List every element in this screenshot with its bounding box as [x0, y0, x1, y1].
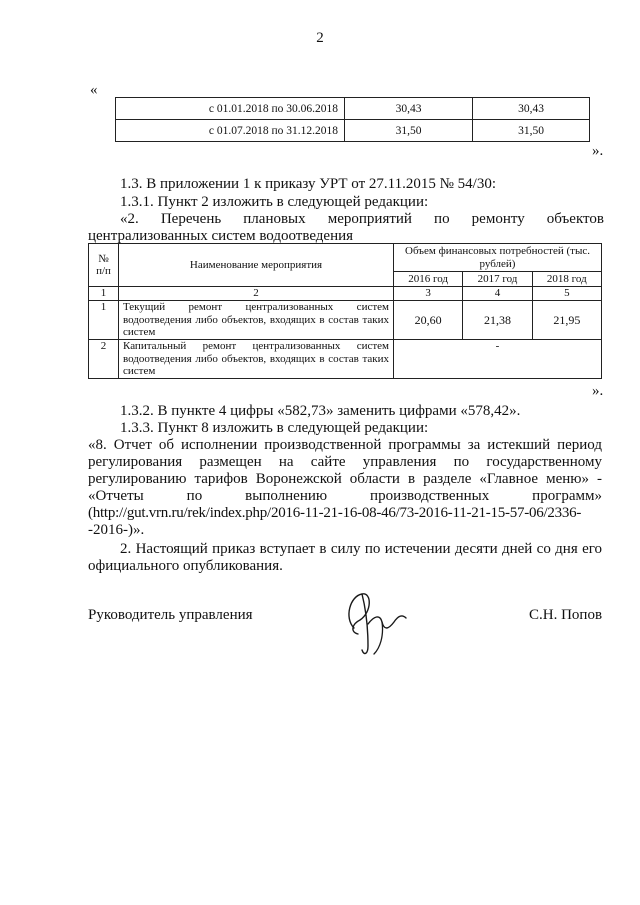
plan-heading-cont: централизованных систем водоотведения: [88, 228, 354, 244]
row-name: Капитальный ремонт централизованных систем водоотведения либо объектов, входящих в состав таких систем: [119, 340, 394, 379]
row-value-2017: 21,38: [463, 301, 532, 340]
item-1-3: 1.3. В приложении 1 к приказу УРТ от 27.11.2015 № 54/30:: [120, 176, 497, 192]
rate-period: с 01.01.2018 по 30.06.2018: [116, 98, 345, 120]
para8-line: регулирования размещен на сайте управления по государственному: [88, 454, 602, 470]
row-value-2018: 21,95: [532, 301, 601, 340]
plan-heading: «2. Перечень плановых мероприятий по ремонту объектов: [120, 211, 604, 227]
row-num: 1: [89, 301, 119, 340]
header-name: Наименование мероприятия: [119, 244, 394, 287]
index-cell: 2: [119, 287, 394, 301]
signatory-name: С.Н. Попов: [529, 607, 603, 623]
rates-table: [115, 97, 590, 142]
rate-period: с 01.07.2018 по 31.12.2018: [116, 120, 345, 142]
table-row: [116, 98, 590, 120]
item-2-cont: официального опубликования.: [88, 558, 283, 574]
para8-line: «Отчеты по выполнению производственных программ»: [88, 488, 602, 504]
table-row: [89, 287, 602, 301]
row-num: 2: [89, 340, 119, 379]
item-1-3-1: 1.3.1. Пункт 2 изложить в следующей редакции:: [120, 194, 429, 210]
page-number: 2: [316, 30, 324, 46]
rate-value: 31,50: [345, 120, 473, 142]
table-row: [89, 301, 602, 340]
closing-quote: ».: [592, 143, 604, 159]
item-1-3-3: 1.3.3. Пункт 8 изложить в следующей редакции:: [120, 420, 429, 436]
header-year: 2017 год: [463, 272, 532, 287]
rate-value: 30,43: [345, 98, 473, 120]
item-2: 2. Настоящий приказ вступает в силу по истечении десяти дней со дня его: [120, 541, 602, 557]
header-year: 2018 год: [532, 272, 601, 287]
index-cell: 1: [89, 287, 119, 301]
rate-value: 31,50: [473, 120, 590, 142]
closing-quote: ».: [592, 383, 604, 399]
index-cell: 4: [463, 287, 532, 301]
handwritten-signature: [338, 588, 420, 660]
para8-line: -2016-)».: [88, 522, 145, 538]
header-year: 2016 год: [394, 272, 463, 287]
item-1-3-2: 1.3.2. В пункте 4 цифры «582,73» заменить цифрами «578,42».: [120, 403, 521, 419]
para8-line: «8. Отчет об исполнении производственной программы за истекший период: [88, 437, 602, 453]
para8-line: (http://gut.vrn.ru/rek/index.php/2016-11-21-16-08-46/73-2016-11-21-15-57-06/2336-: [88, 505, 582, 521]
header-volume: Объем финансовых потребностей (тыс. рублей): [394, 244, 602, 272]
row-name: Текущий ремонт централизованных систем водоотведения либо объектов, входящих в состав таких систем: [119, 301, 394, 340]
header-num: № п/п: [89, 244, 119, 287]
opening-quote: «: [90, 82, 98, 98]
row-merged-value: -: [394, 340, 602, 379]
signatory-position: Руководитель управления: [88, 607, 253, 623]
row-value-2016: 20,60: [394, 301, 463, 340]
index-cell: 3: [394, 287, 463, 301]
table-row: [89, 340, 602, 379]
index-cell: 5: [532, 287, 601, 301]
plan-table: [88, 243, 602, 379]
para8-line: регулированию тарифов Воронежской области в разделе «Главное меню» -: [88, 471, 602, 487]
rate-value: 30,43: [473, 98, 590, 120]
table-row: [116, 120, 590, 142]
